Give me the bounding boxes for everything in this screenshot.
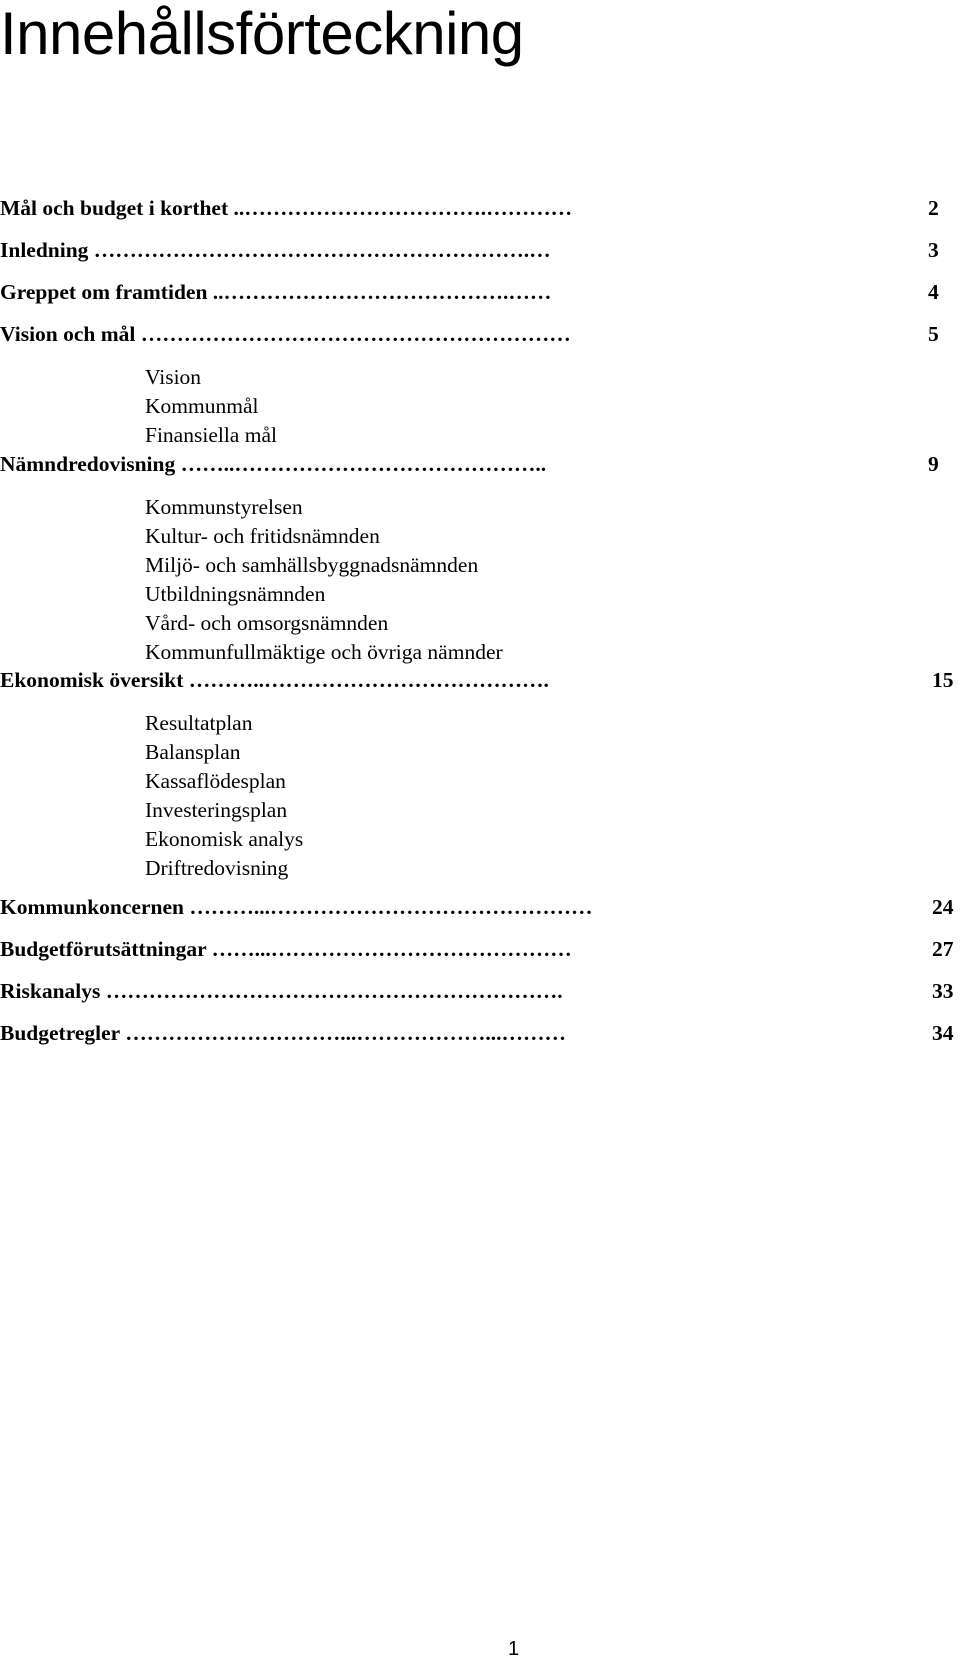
toc-entry-label: Vision och mål ……………………………………………………	[0, 322, 571, 346]
toc-subitem: Kommunmål	[145, 394, 259, 418]
page-number: 1	[508, 1638, 520, 1660]
toc-entry-page: 15	[932, 668, 954, 692]
toc-entry-label: Greppet om framtiden ..………………………………….……	[0, 280, 552, 304]
toc-entry-label: Mål och budget i korthet ..…………………………….…………	[0, 196, 573, 220]
toc-entry-page: 5	[928, 322, 939, 346]
toc-subitem: Resultatplan	[145, 711, 253, 735]
toc-subitem: Ekonomisk analys	[145, 827, 304, 851]
toc-subitem: Utbildningsnämnden	[145, 582, 326, 606]
toc-subitem: Kommunstyrelsen	[145, 495, 303, 519]
toc-subitem: Kultur- och fritidsnämnden	[145, 524, 380, 548]
toc-subitem: Investeringsplan	[145, 798, 288, 822]
page-title: Innehållsförteckning	[0, 0, 524, 67]
toc-entry-page: 27	[932, 937, 954, 961]
toc-entry-label: Budgetregler …………………………...………………...………	[0, 1021, 566, 1045]
toc-entry-label: Kommunkoncernen ………...………………………………………	[0, 895, 593, 919]
toc-subitem: Miljö- och samhällsbyggnadsnämnden	[145, 553, 479, 577]
toc-subitem: Balansplan	[145, 740, 241, 764]
toc-subitem: Finansiella mål	[145, 423, 277, 447]
toc-subitem: Kassaflödesplan	[145, 769, 286, 793]
toc-subitem: Kommunfullmäktige och övriga nämnder	[145, 640, 503, 664]
toc-entry-label: Ekonomisk översikt ………..………………………………….	[0, 668, 549, 692]
toc-entry-label: Budgetförutsättningar ……...……………………………………	[0, 937, 572, 961]
toc-entry-page: 34	[932, 1021, 954, 1045]
toc-entry-page: 33	[932, 979, 954, 1003]
toc-entry-page: 2	[928, 196, 939, 220]
toc-subitem: Driftredovisning	[145, 856, 289, 880]
toc-entry-label: Riskanalys ……………………………………………………….	[0, 979, 563, 1003]
toc-entry-page: 3	[928, 238, 939, 262]
toc-entry-label: Nämndredovisning ……..……………………………………..	[0, 452, 547, 476]
toc-entry-page: 4	[928, 280, 939, 304]
toc-entry-label: Inledning …………………………………………………….…	[0, 238, 551, 262]
toc-entry-page: 24	[932, 895, 954, 919]
toc-subitem: Vård- och omsorgsnämnden	[145, 611, 389, 635]
toc-entry-page: 9	[928, 452, 939, 476]
toc-subitem: Vision	[145, 365, 202, 389]
